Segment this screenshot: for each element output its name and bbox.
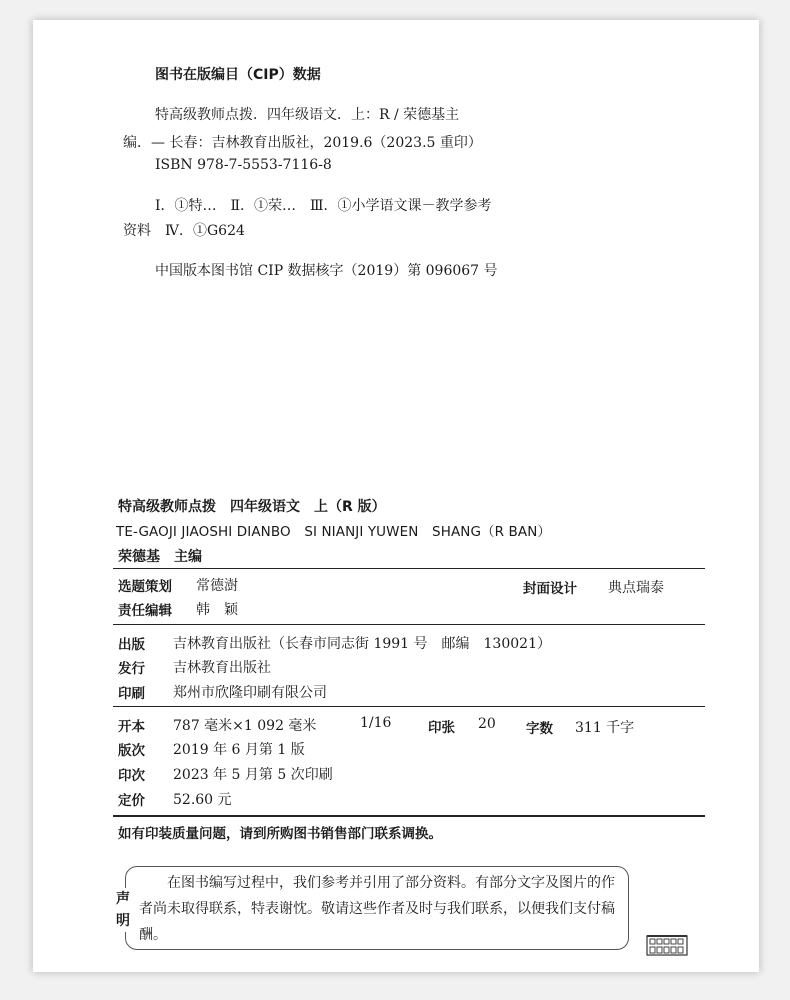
distributor-value: 吉林教育出版社 bbox=[173, 660, 271, 676]
responsible-editor-label: 责任编辑 bbox=[118, 603, 172, 619]
edition-label: 版次 bbox=[118, 743, 145, 759]
cip-classification-1: Ⅰ．①特… Ⅱ．①荣… Ⅲ．①小学语文课－教学参考 bbox=[155, 198, 492, 214]
divider bbox=[113, 706, 705, 707]
cip-isbn: ISBN 978-7-5553-7116-8 bbox=[155, 157, 332, 173]
building-logo-icon bbox=[646, 932, 688, 956]
printing-label: 印次 bbox=[118, 768, 145, 784]
book-editor: 荣德基 主编 bbox=[118, 549, 202, 565]
book-title-cn: 特高级教师点拨 四年级语文 上（R 版） bbox=[118, 499, 386, 515]
price-label: 定价 bbox=[118, 793, 145, 809]
printing-value: 2023 年 5 月第 5 次印刷 bbox=[173, 767, 333, 783]
sheets-value: 20 bbox=[478, 716, 496, 732]
statement-text: 在图书编写过程中，我们参考并引用了部分资料。有部分文字及图片的作者尚未取得联系，特表谢忱。敬请这些作者及时与我们联系，以便我们支付稿酬。 bbox=[139, 875, 615, 943]
responsible-editor-value: 韩 颖 bbox=[196, 602, 238, 618]
divider bbox=[113, 568, 705, 569]
printer-value: 郑州市欣隆印刷有限公司 bbox=[173, 685, 327, 701]
cip-classification-2: 资料 Ⅳ．①G624 bbox=[123, 223, 245, 239]
distributor-label: 发行 bbox=[118, 661, 145, 677]
format-fraction: 1/16 bbox=[360, 715, 392, 731]
publisher-value: 吉林教育出版社（长春市同志街 1991 号 邮编 130021） bbox=[173, 636, 551, 652]
cip-line-1: 特高级教师点拨．四年级语文．上：R / 荣德基主 bbox=[155, 107, 460, 123]
cip-record: 中国版本图书馆 CIP 数据核字（2019）第 096067 号 bbox=[155, 263, 498, 279]
price-value: 52.60 元 bbox=[173, 792, 232, 808]
divider bbox=[113, 624, 705, 625]
edition-value: 2019 年 6 月第 1 版 bbox=[173, 742, 305, 758]
cip-line-2: 编．— 长春：吉林教育出版社，2019.6（2023.5 重印） bbox=[123, 135, 482, 151]
word-count-label: 字数 bbox=[526, 721, 553, 737]
book-title-pinyin: TE-GAOJI JIAOSHI DIANBO SI NIANJI YUWEN SHANG（R BAN） bbox=[116, 524, 552, 540]
format-value: 787 毫米×1 092 毫米 bbox=[173, 718, 317, 734]
publisher-label: 出版 bbox=[118, 637, 145, 653]
planning-value: 常德澍 bbox=[196, 578, 238, 594]
planning-label: 选题策划 bbox=[118, 579, 172, 595]
copyright-page bbox=[33, 20, 759, 972]
quality-notice: 如有印装质量问题，请到所购图书销售部门联系调换。 bbox=[118, 826, 442, 842]
format-label: 开本 bbox=[118, 719, 145, 735]
word-count-value: 311 千字 bbox=[575, 720, 635, 736]
cover-design-label: 封面设计 bbox=[523, 581, 577, 597]
sheets-label: 印张 bbox=[428, 720, 455, 736]
statement-tag: 声明 bbox=[112, 888, 134, 932]
cip-title: 图书在版编目（CIP）数据 bbox=[155, 67, 321, 83]
cover-design-value: 典点瑞泰 bbox=[608, 580, 664, 596]
divider bbox=[113, 815, 705, 817]
printer-label: 印刷 bbox=[118, 686, 145, 702]
